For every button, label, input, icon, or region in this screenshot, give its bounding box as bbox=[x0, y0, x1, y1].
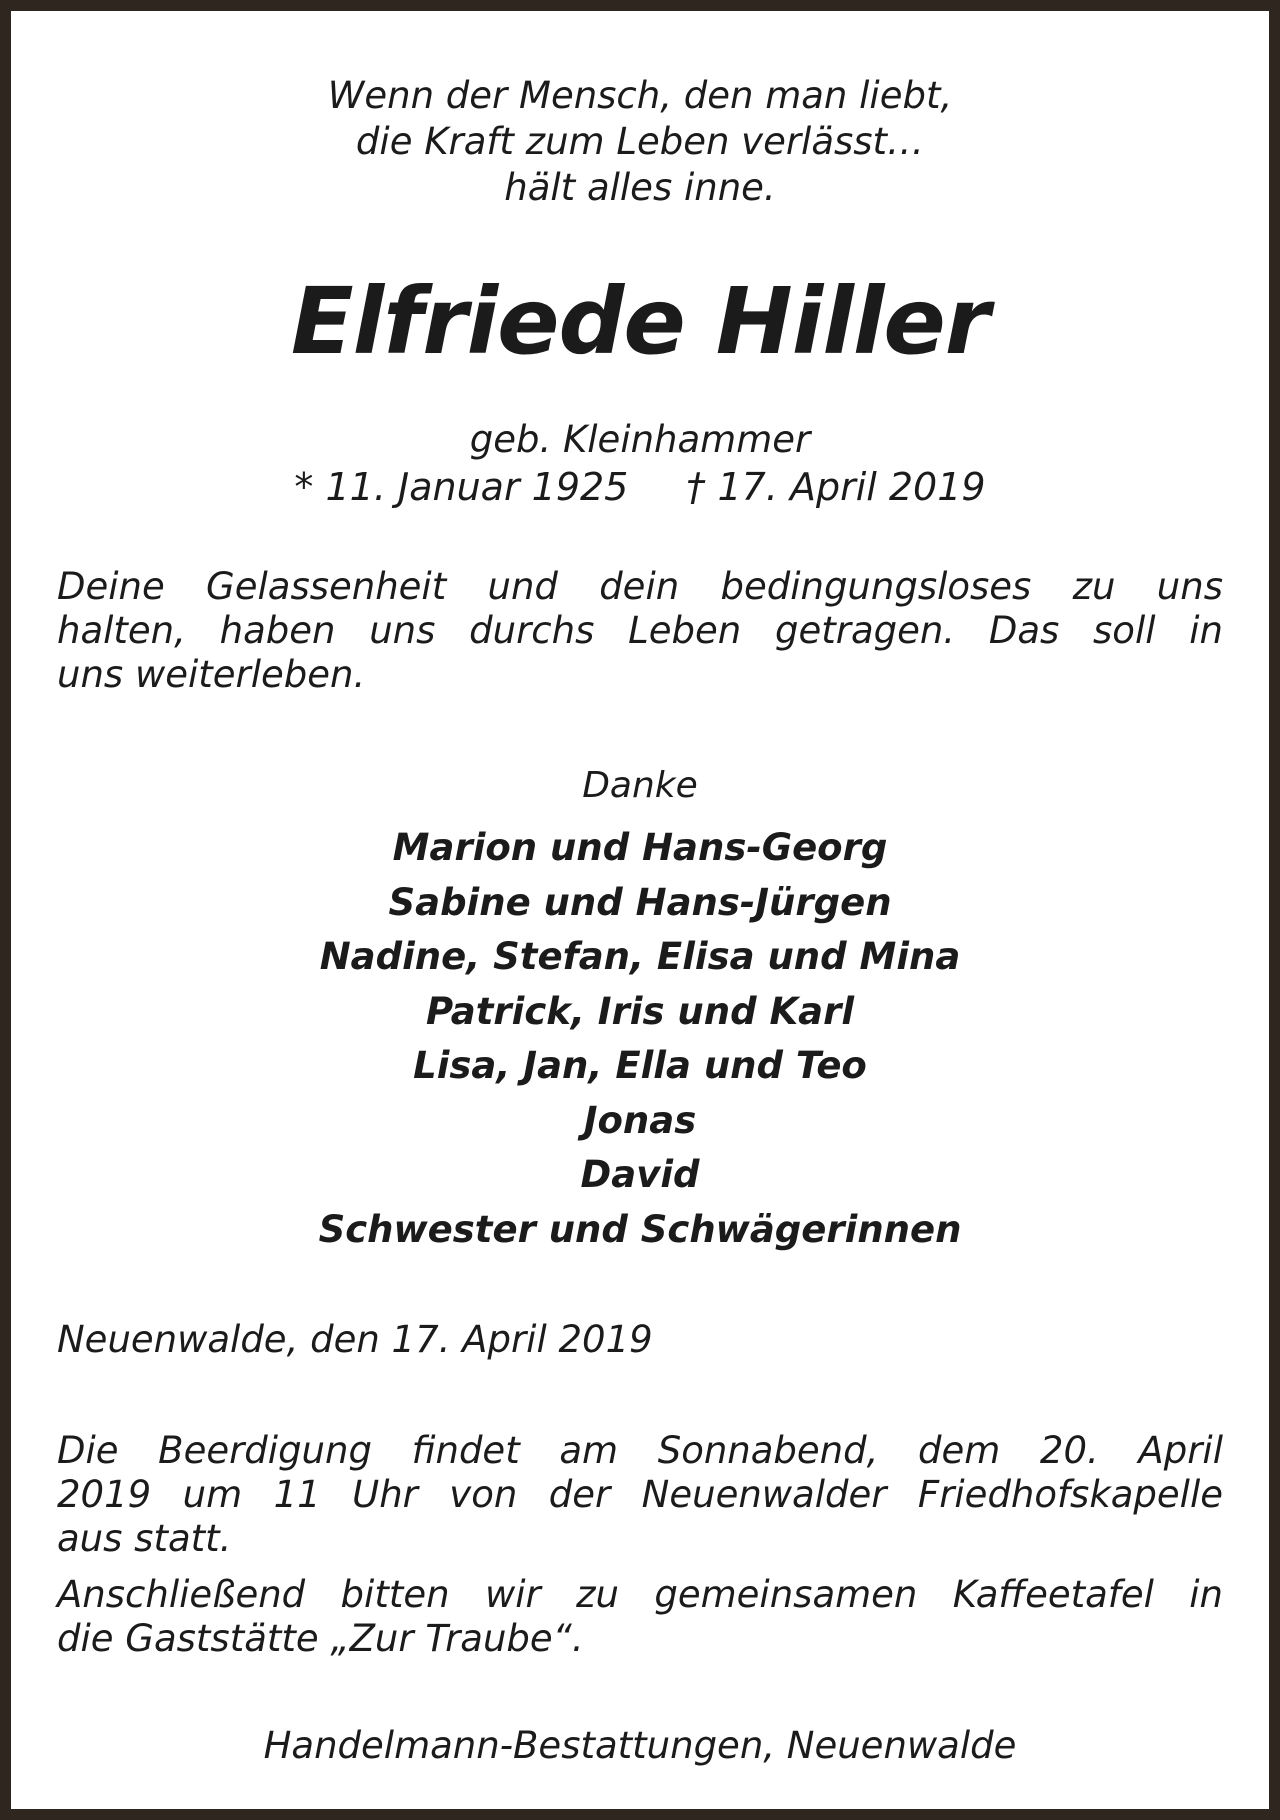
thanks-label: Danke bbox=[582, 765, 698, 806]
coffee-paragraph bbox=[57, 1573, 1223, 1661]
mourner-entry: Marion und Hans-Georg bbox=[392, 826, 888, 869]
deceased-name: Elfriede Hiller bbox=[290, 268, 990, 375]
mourner-entry: Nadine, Stefan, Elisa und Mina bbox=[319, 935, 961, 978]
funeral-line: 2019 um 11 Uhr von der Neuenwalder Friedhofskapelle bbox=[57, 1473, 1223, 1516]
motto-line: hält alles inne. bbox=[504, 166, 776, 209]
life-dates bbox=[57, 463, 1223, 511]
motto-line: die Kraft zum Leben verlässt… bbox=[355, 120, 925, 163]
coffee-line: Anschließend bitten wir zu gemeinsamen Kaffeetafel in bbox=[57, 1573, 1223, 1616]
undertaker-credit: Handelmann-Bestattungen, Neuenwalde bbox=[263, 1724, 1017, 1767]
place-and-date: Neuenwalde, den 17. April 2019 bbox=[57, 1318, 653, 1361]
obituary-notice bbox=[11, 11, 1269, 1809]
funeral-line: Die Beerdigung findet am Sonnabend, dem 20. April bbox=[57, 1429, 1223, 1472]
born-name: geb. Kleinhammer bbox=[469, 418, 811, 461]
coffee-line: die Gaststätte „Zur Traube“. bbox=[57, 1617, 584, 1660]
motto-verse bbox=[57, 73, 1223, 211]
motto-line: Wenn der Mensch, den man liebt, bbox=[327, 74, 953, 117]
birth-date: * 11. Januar 1925 bbox=[294, 465, 629, 509]
tribute-line: uns weiterleben. bbox=[57, 653, 366, 696]
mourner-entry: Sabine und Hans-Jürgen bbox=[388, 880, 892, 924]
mourner-entry: Lisa, Jan, Ella und Teo bbox=[413, 1044, 867, 1087]
funeral-line: aus statt. bbox=[57, 1517, 232, 1560]
mourners-list bbox=[57, 821, 1223, 1257]
mourner-entry: David bbox=[580, 1153, 700, 1196]
tribute-line: halten, haben uns durchs Leben getragen. Das soll in bbox=[57, 609, 1223, 652]
death-date: † 17. April 2019 bbox=[686, 465, 986, 509]
tribute-line: Deine Gelassenheit und dein bedingungsloses zu uns bbox=[57, 565, 1223, 608]
funeral-paragraph bbox=[57, 1429, 1223, 1561]
mourner-entry: Patrick, Iris und Karl bbox=[425, 989, 855, 1033]
mourner-entry: Jonas bbox=[583, 1098, 697, 1142]
mourner-entry: Schwester und Schwägerinnen bbox=[318, 1207, 962, 1251]
tribute-paragraph bbox=[57, 565, 1223, 697]
